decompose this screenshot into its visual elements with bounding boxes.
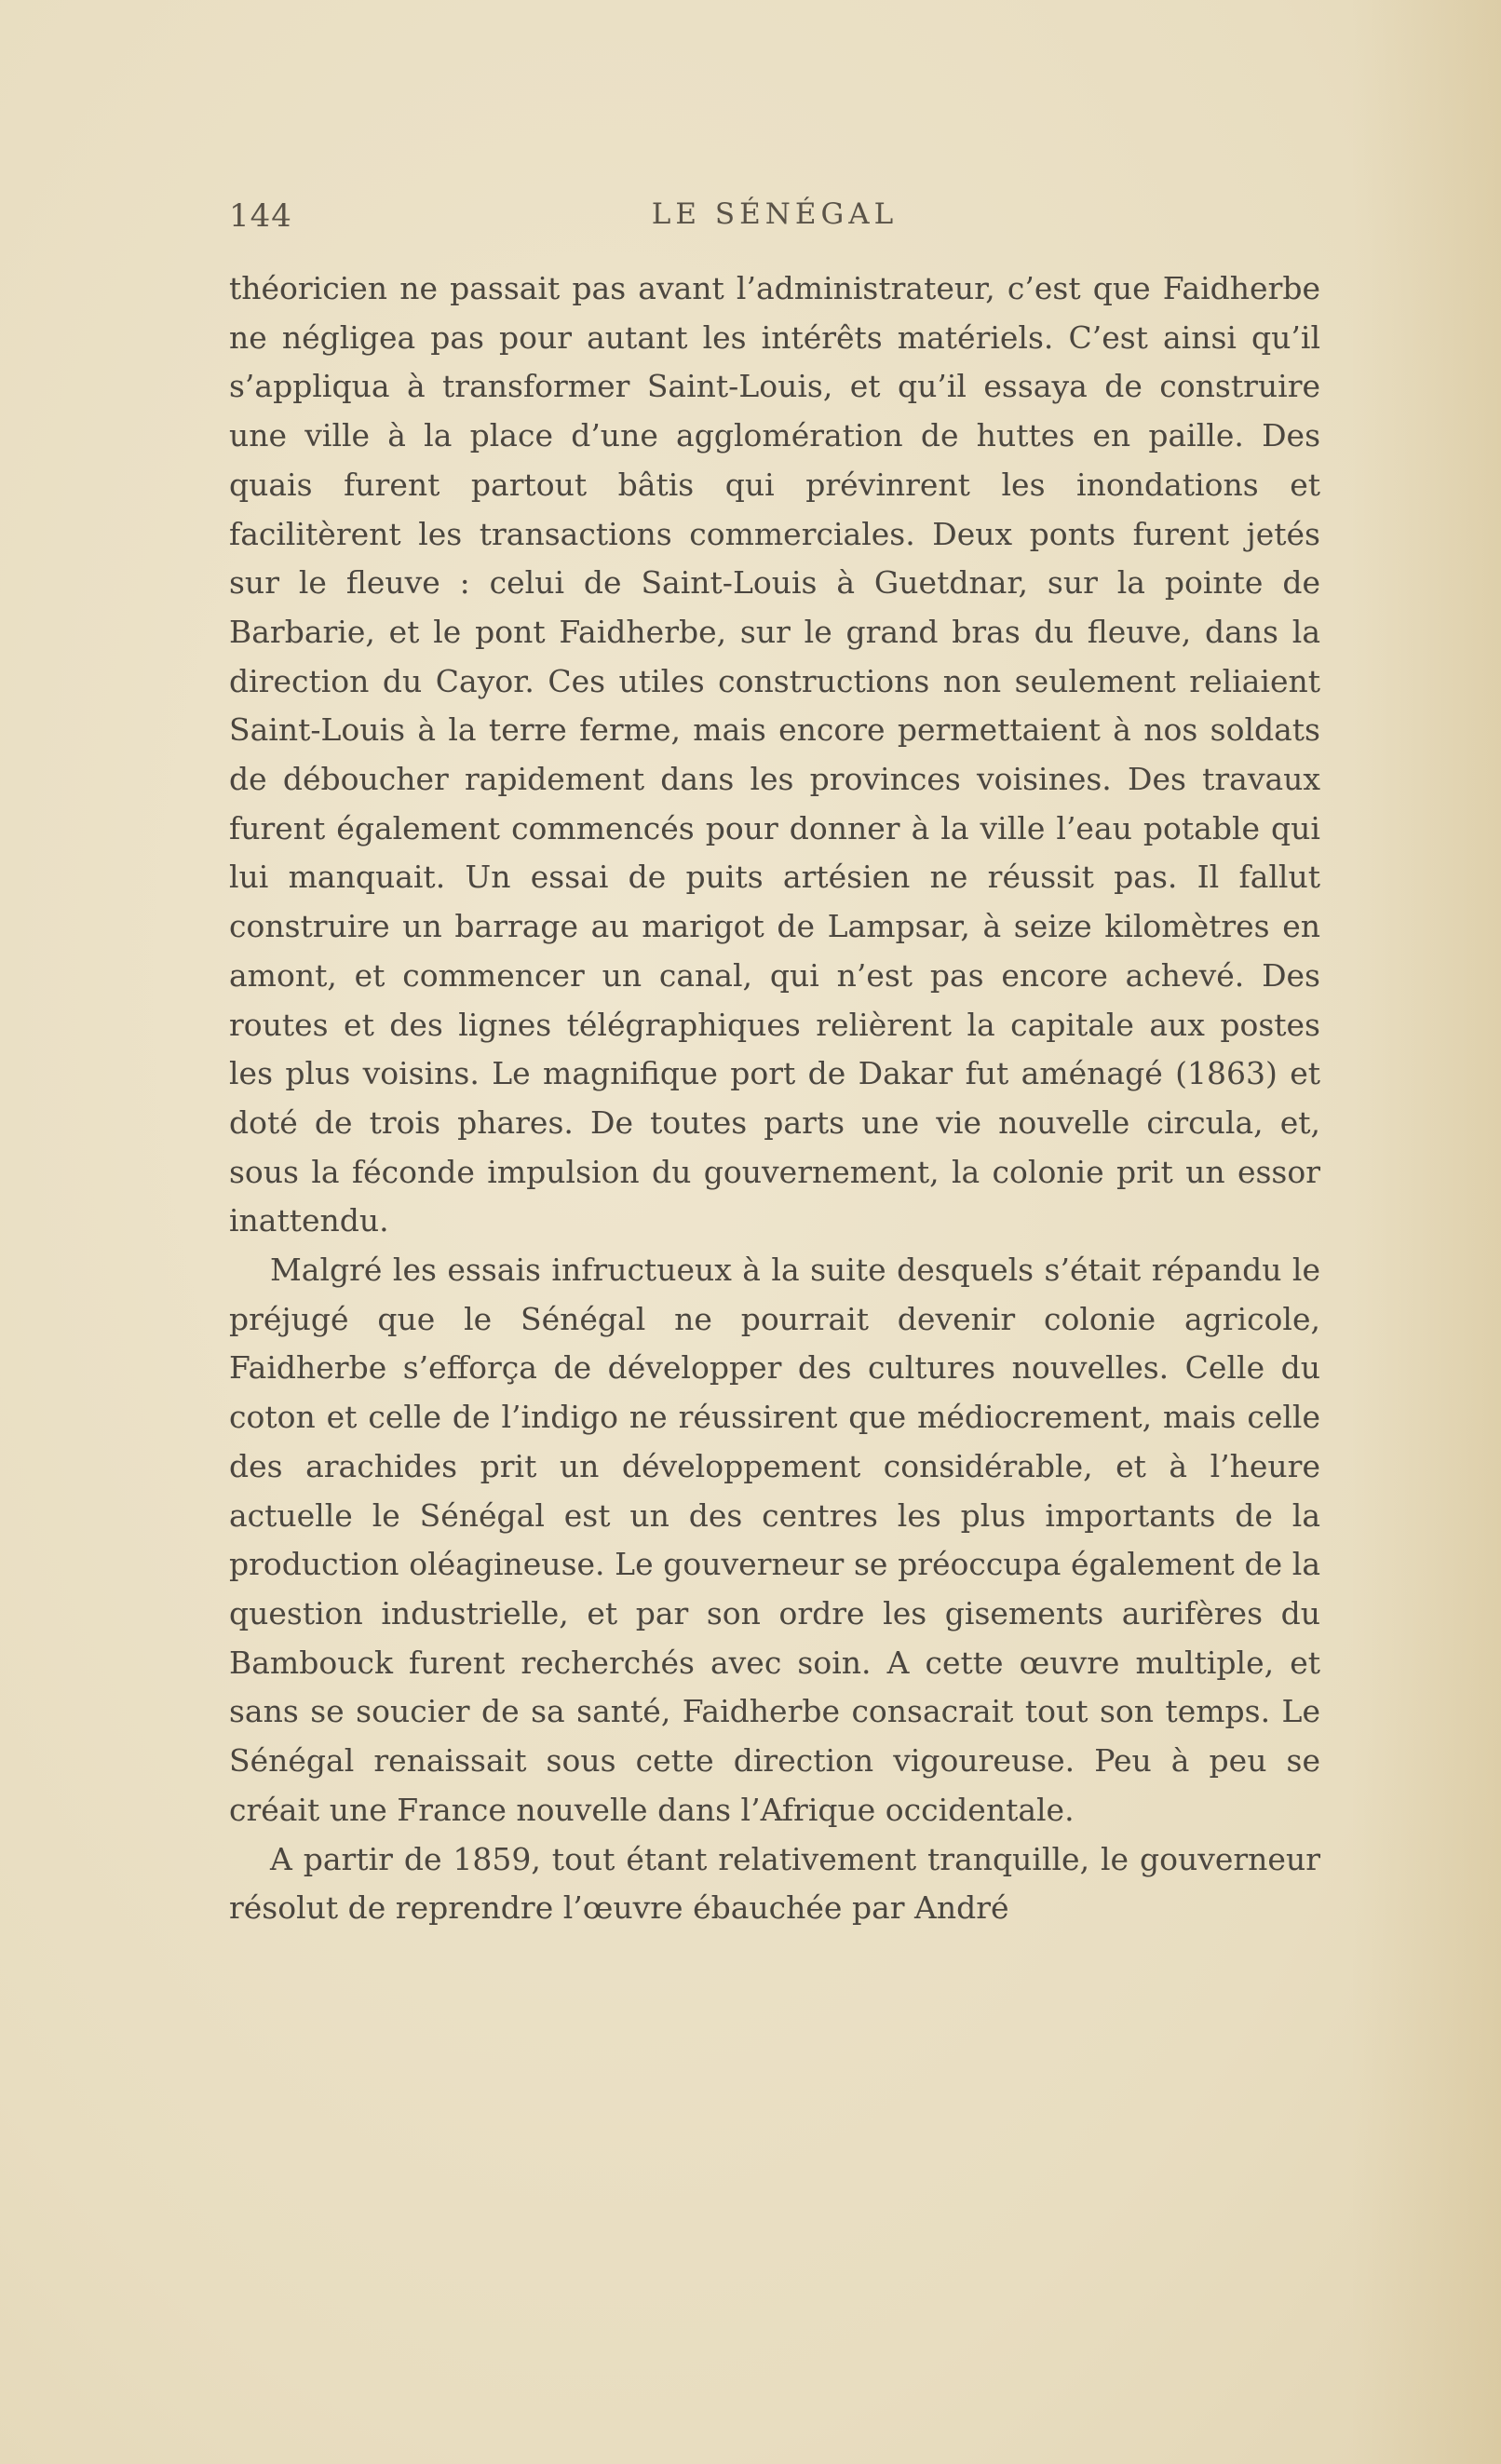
page-number: 144 bbox=[229, 197, 292, 235]
paragraph-cultures: Malgré les essais infructueux à la suite desquels s’était répandu le préjugé que le Sénégal ne pourrait devenir colonie agricole, Faidherbe s’efforça de développer des cultures nouvelles. Celle du coton et celle de l’indigo ne réussirent que médiocrement, mais celle des arachides prit un développement considérable, et à l’heure actuelle le Sénégal est un des centres les plus importants de la production oléagineuse. Le gouverneur se préoccupa également de la question industrielle, et par son ordre les gisements aurifères du Bambouck furent recherchés avec soin. A cette œuvre multiple, et sans se soucier de sa santé, Faidherbe consacrait tout son temps. Le Sénégal renaissait sous cette direction vigoureuse. Peu à peu se créait une France nouvelle dans l’Afrique occidentale. bbox=[229, 1252, 1320, 1828]
paragraph-1859: A partir de 1859, tout étant relativement tranquille, le gouverneur résolut de reprendre l’œuvre ébauchée par André bbox=[229, 1840, 1320, 1927]
page-header bbox=[229, 197, 1320, 246]
running-title: LE SÉNÉGAL bbox=[651, 197, 899, 231]
paragraph-continuation: théoricien ne passait pas avant l’administrateur, c’est que Faidherbe ne négligea pas pour autant les intérêts matériels. C’est ainsi qu’il s’appliqua à transformer Saint-Louis, et qu’il essaya de construire une ville à la place d’une agglomération de huttes en paille. Des quais furent partout bâtis qui prévinrent les inondations et facilitèrent les transactions commerciales. Deux ponts furent jetés sur le fleuve : celui de Saint-Louis à Guetdnar, sur la pointe de Barbarie, et le pont Faidherbe, sur le grand bras du fleuve, dans la direction du Cayor. Ces utiles constructions non seulement reliaient Saint-Louis à la terre ferme, mais encore permettaient à nos soldats de déboucher rapidement dans les provinces voisines. Des travaux furent également commencés pour donner à la ville l’eau potable qui lui manquait. Un essai de puits artésien ne réussit pas. Il fallut construire un barrage au marigot de Lampsar, à seize kilomètres en amont, et commencer un canal, qui n’est pas encore achevé. Des routes et des lignes télégraphiques relièrent la capitale aux postes les plus voisins. Le magnifique port de Dakar fut aménagé (1863) et doté de trois phares. De toutes parts une vie nouvelle circula, et, sous la féconde impulsion du gouvernement, la colonie prit un essor inattendu. bbox=[229, 270, 1320, 1239]
body-text bbox=[229, 264, 1320, 1933]
